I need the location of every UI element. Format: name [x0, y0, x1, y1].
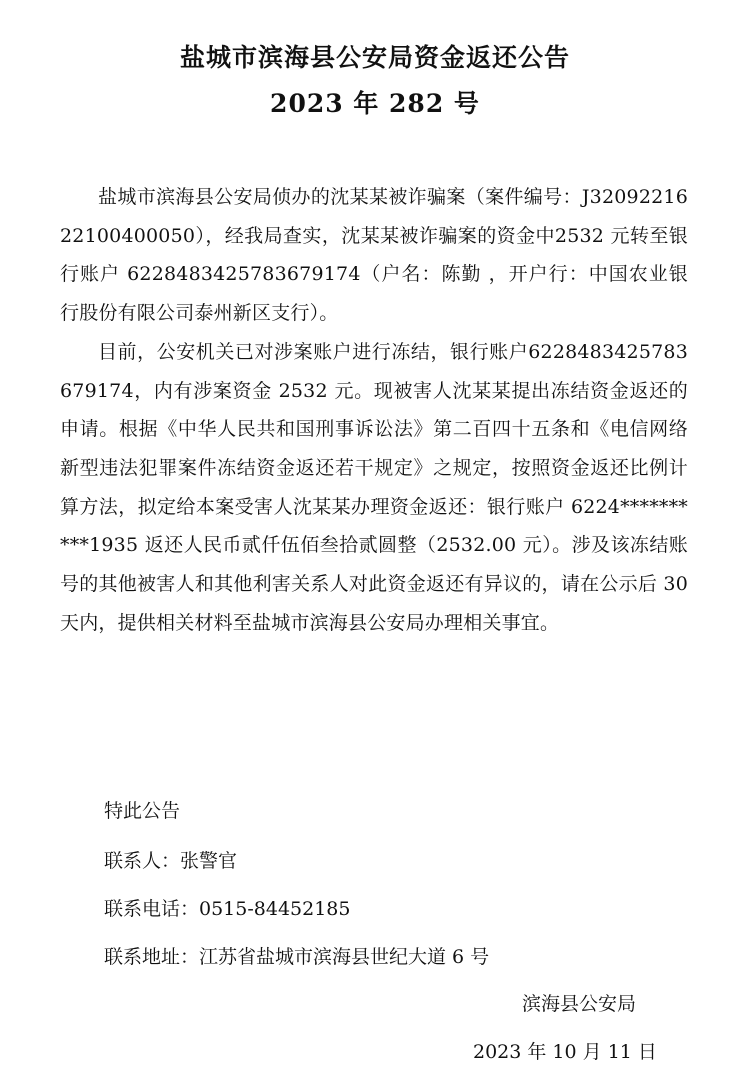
notice-number: 2023 年 282 号: [270, 89, 480, 118]
contact-person: 联系人：张警官: [104, 850, 238, 872]
issuer-signature: 滨海县公安局: [522, 993, 637, 1015]
notice-body: [60, 178, 688, 642]
contact-address: 联系地址：江苏省盐城市滨海县世纪大道 6 号: [104, 946, 490, 968]
notice-title: 盐城市滨海县公安局资金返还公告: [179, 43, 570, 72]
issue-date: 2023 年 10 月 11 日: [473, 1041, 657, 1063]
paragraph-refund-details: 目前，公安机关已对涉案账户进行冻结，银行账户6228483425783679174，内有涉案资金 2532 元。现被害人沈某某提出冻结资金返还的申请。根据《中华人民共和国刑事诉讼法》第二百四十五条和《电信网络新型违法犯罪案件冻结资金返还若干规定》之规定，按照资金返还比例计算方法，拟定给本案受害人沈某某办理资金返还：银行账户 6224**********1935 返还人民币贰仟伍佰叁拾贰圆整（2532.00 元）。涉及该冻结账号的其他被害人和其他利害关系人对此资金返还有异议的，请在公示后 30 天内，提供相关材料至盐城市滨海县公安局办理相关事宜。: [60, 340, 688, 634]
contact-phone: 联系电话：0515-84452185: [104, 898, 351, 920]
paragraph-case-details: 盐城市滨海县公安局侦办的沈某某被诈骗案（案件编号：J3209221622100400050），经我局查实，沈某某被诈骗案的资金中2532 元转至银行账户 6228483425783679174（户名：陈勤 ，开户行：中国农业银行股份有限公司泰州新区支行）。: [60, 186, 688, 325]
closing-statement: 特此公告: [104, 800, 181, 822]
